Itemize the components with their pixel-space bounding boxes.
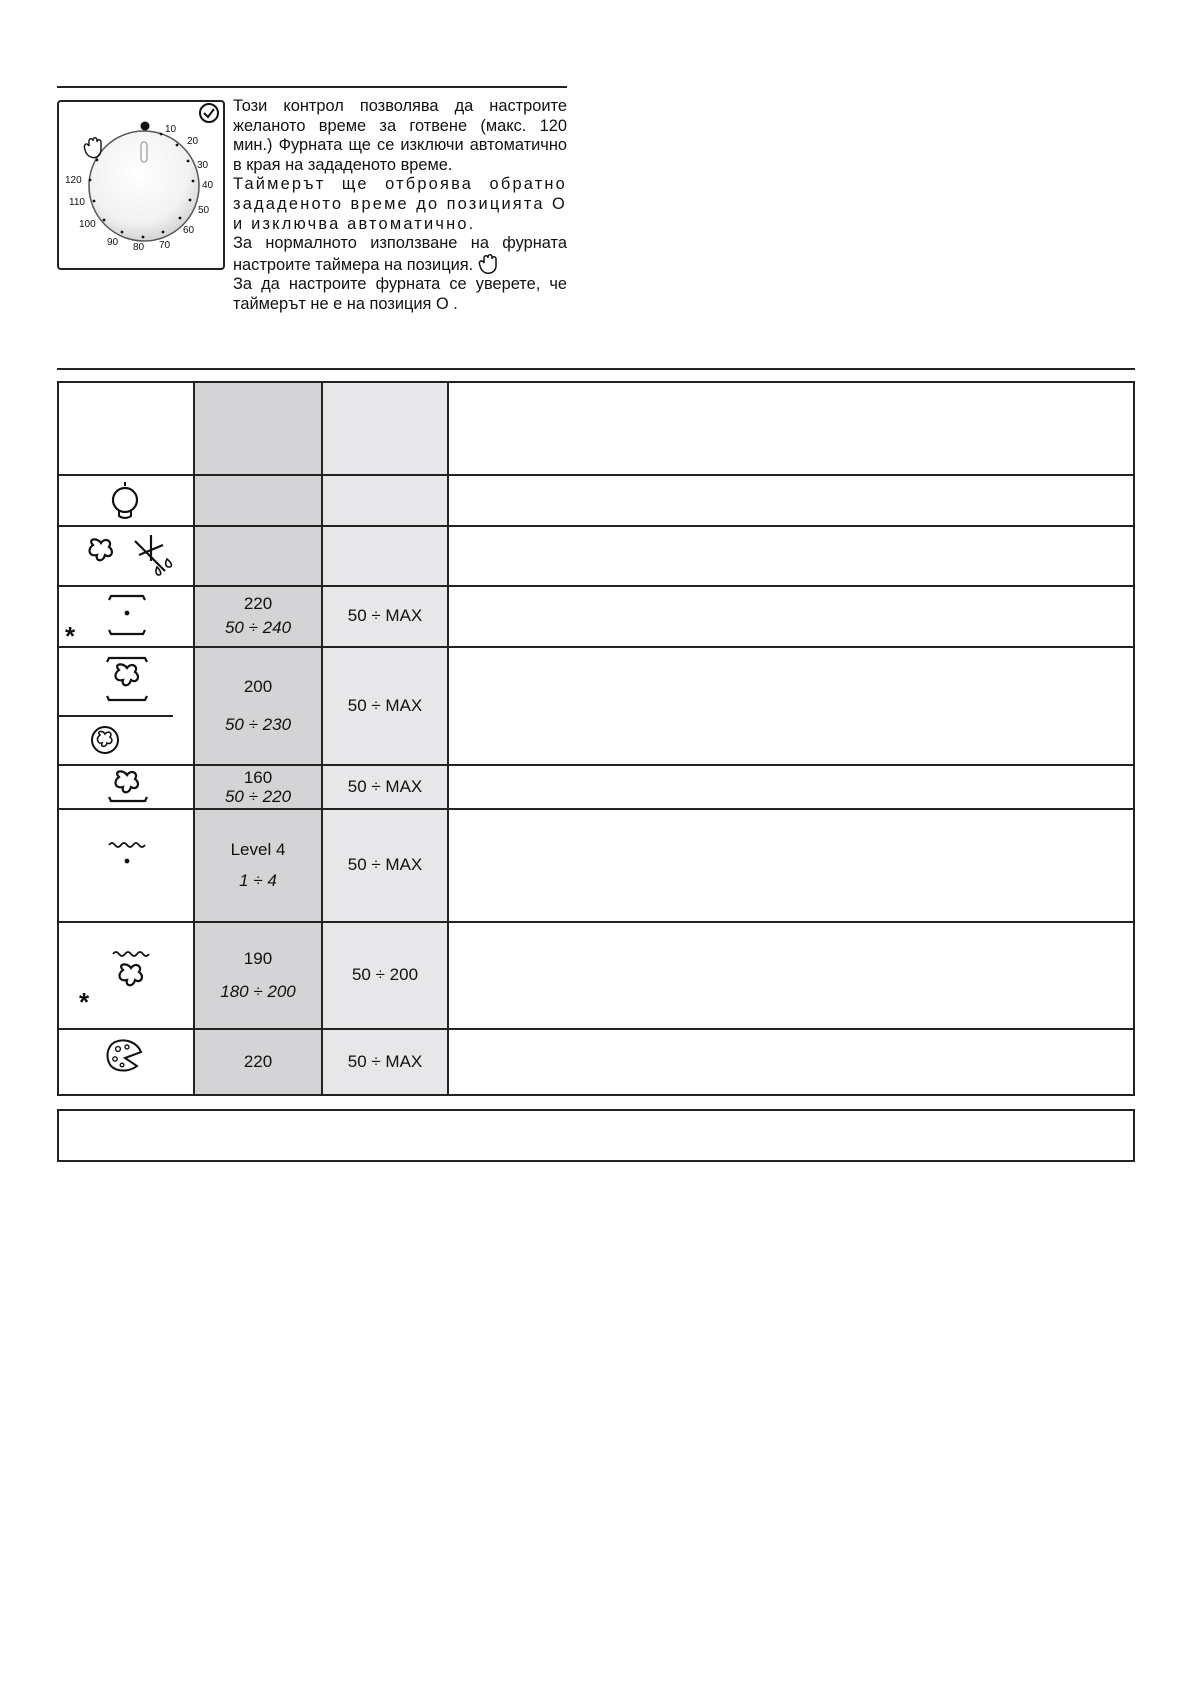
zero-position-dot (141, 122, 150, 131)
dial-label-120: 120 (65, 175, 82, 186)
dial-label-90: 90 (107, 237, 119, 248)
dial-label-110: 110 (69, 197, 85, 208)
fan-ring-adjust-range: 50 ÷ MAX (347, 695, 423, 715)
timer-paragraph-2: Таймерът ще отброява обратно зададеното време до позицията О и изключва автоматично. (233, 175, 567, 233)
timer-paragraph-4: За да настроите фурната се уверете, че таймерът не е на позиция О . (233, 275, 567, 313)
fan-bottom-temp-cell (195, 766, 321, 807)
conventional-adjust-range: 50 ÷ MAX (347, 606, 423, 625)
fan-defrost-icon (83, 533, 179, 577)
dial-label-80: 80 (133, 242, 145, 253)
fan-ring-default-temp: 200 (243, 676, 273, 696)
top-bottom-heat-icon (107, 594, 147, 638)
grill-level-cell (195, 810, 321, 920)
fan-grill-temp-range: 180 ÷ 200 (220, 982, 296, 1001)
section-divider-top (57, 86, 567, 88)
timer-paragraph-3: За нормалното използване на фурната настроите таймера на позиция. (233, 234, 567, 274)
timer-dial-panel (57, 100, 225, 270)
fan-bottom-default-temp: 160 (243, 767, 273, 787)
dial-label-70: 70 (159, 240, 171, 251)
pizza-adjust-range: 50 ÷ MAX (347, 1052, 423, 1071)
fan-ring-heat-icon (105, 656, 149, 704)
dial-label-20: 20 (187, 136, 199, 147)
fan-bottom-temp-range: 50 ÷ 220 (224, 786, 292, 806)
fan-grill-icon (111, 950, 151, 996)
dial-label-10: 10 (165, 124, 177, 135)
footnote-star: * (79, 987, 90, 1017)
grill-adjust-range: 50 ÷ MAX (347, 855, 423, 874)
fan-ring-temp-range: 50 ÷ 230 (224, 714, 292, 734)
fan-grill-default-temp: 190 (243, 949, 273, 968)
manual-hand-icon (477, 254, 499, 274)
pizza-icon (105, 1038, 145, 1074)
row-rule (59, 474, 1133, 476)
timer-paragraph-1: Този контрол позволява да настроите желаното време за готвене (макс. 120 мин.) Фурната ще се изключи автоматично в края на зададеното време. (233, 97, 567, 174)
fan-circle-icon (89, 724, 121, 756)
timer-dial-illustration (59, 102, 223, 268)
section-divider-middle (57, 368, 1135, 370)
dial-label-100: 100 (79, 219, 96, 230)
fan-bottom-heat-icon (107, 769, 149, 805)
footnote-star: * (65, 621, 76, 651)
oven-lamp-icon (105, 480, 145, 522)
sub-row-rule (59, 715, 173, 717)
dial-label-50: 50 (198, 205, 210, 216)
pizza-default-temp: 220 (243, 1052, 273, 1071)
conventional-temp-cell (195, 587, 321, 645)
grill-level-range: 1 ÷ 4 (239, 871, 277, 890)
cooking-modes-table (57, 381, 1135, 1096)
fan-grill-temp-cell (195, 923, 321, 1027)
fan-ring-temp-cell (195, 648, 321, 763)
fan-grill-adjust-range: 50 ÷ 200 (351, 965, 419, 984)
fan-bottom-adjust-range: 50 ÷ MAX (347, 776, 423, 796)
dial-label-30: 30 (197, 160, 209, 171)
clock-icon (200, 104, 218, 122)
note-box (57, 1109, 1135, 1162)
timer-description (233, 97, 567, 315)
row-rule (59, 525, 1133, 527)
dial-label-60: 60 (183, 225, 195, 236)
grill-default-level: Level 4 (230, 840, 286, 859)
timer-paragraph-3-wrap (233, 234, 567, 275)
dial-label-40: 40 (202, 180, 214, 191)
grill-icon (107, 841, 147, 867)
conventional-default-temp: 220 (243, 594, 273, 613)
column-rule (447, 383, 449, 1094)
conventional-temp-range: 50 ÷ 240 (224, 618, 292, 637)
